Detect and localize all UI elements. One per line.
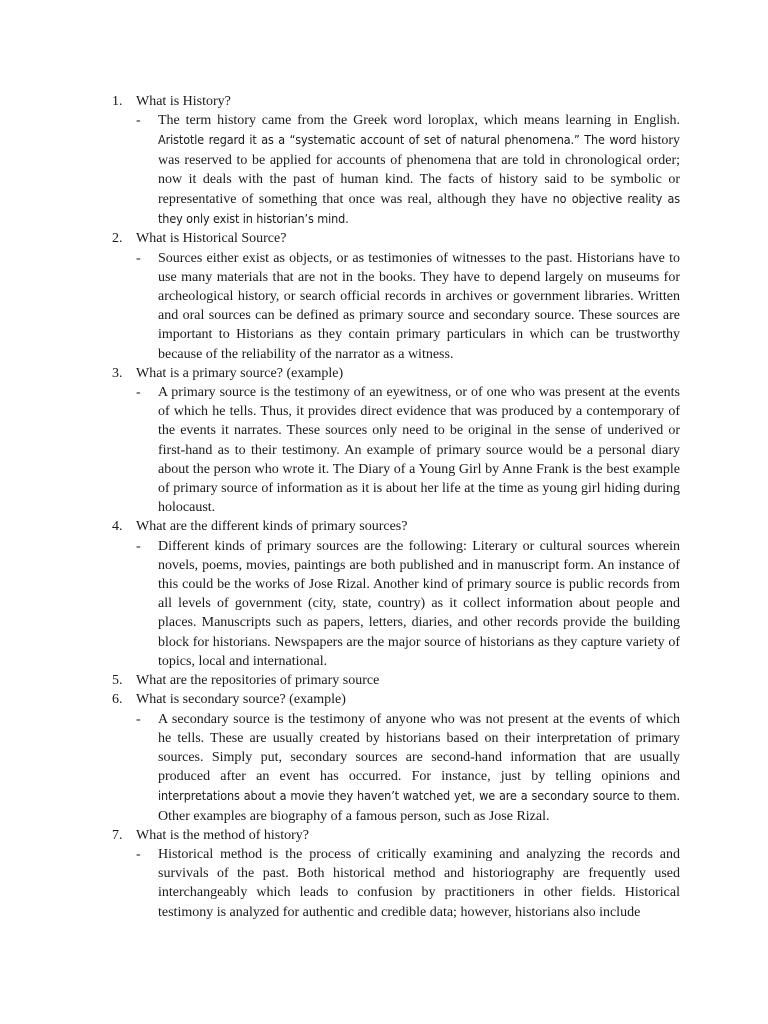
question-text: What is Historical Source? bbox=[136, 231, 287, 247]
answer-2 bbox=[112, 249, 680, 364]
list-dash: - bbox=[136, 846, 141, 862]
question-text: What is History? bbox=[136, 94, 231, 109]
question-2 bbox=[112, 229, 680, 248]
question-number: 4. bbox=[112, 519, 123, 535]
question-number: 3. bbox=[112, 365, 123, 381]
answer-text-part: A secondary source is the testimony of anyone who was not present at the events of which he tells. These are usually created by historians based on their interpretation of primary sources. Simply put, secondary sources are second-hand information that are usually produced after an event has occurred. For instance, just by telling opinions and bbox=[158, 711, 680, 785]
list-dash: - bbox=[136, 538, 141, 554]
answer-text-part: The term history came from the Greek word loroplax, which means learning in English. bbox=[158, 113, 680, 129]
question-3 bbox=[112, 364, 680, 383]
list-dash: - bbox=[136, 250, 141, 266]
answer-text-part: interpretations about a movie they haven’t watched yet, we are a secondary source to bbox=[158, 788, 645, 804]
question-4 bbox=[112, 517, 680, 536]
question-number: 6. bbox=[112, 692, 123, 708]
answer-text: Sources either exist as objects, or as testimonies of witnesses to the past. Historians have to use many materials that are not in the books. They have to depend largely on museums for archeological history, or search official records in archives or government libraries. Written and oral sources can be defined as primary source and secondary source. These sources are important to Historians as they contain primary particulars in which can be trustworthy because of the reliability of the narrator as a witness. bbox=[158, 250, 680, 362]
answer-7 bbox=[112, 845, 680, 922]
answer-1 bbox=[112, 111, 680, 229]
list-dash: - bbox=[136, 711, 141, 727]
question-1 bbox=[112, 92, 680, 111]
question-6 bbox=[112, 690, 680, 709]
question-7 bbox=[112, 826, 680, 845]
question-text: What are the repositories of primary source bbox=[136, 673, 380, 689]
question-number: 7. bbox=[112, 827, 123, 843]
question-5 bbox=[112, 671, 680, 690]
answer-6 bbox=[112, 710, 680, 826]
answer-text: Different kinds of primary sources are the following: Literary or cultural sources wherein novels, poems, movies, paintings are both published and in manuscript form. An instance of this could be the works of Jose Rizal. Another kind of primary source is public records from all levels of government (city, state, country) as it collect information about people and places. Manuscripts such as papers, letters, diaries, and other records provide the building block for historians. Newspapers are the major source of historians as they capture variety of topics, local and international. bbox=[158, 538, 680, 669]
answer-4 bbox=[112, 537, 680, 671]
question-number: 5. bbox=[112, 673, 123, 689]
question-number: 2. bbox=[112, 231, 123, 247]
answer-text-part: Aristotle regard it as a “systematic account of set of natural phenomena.” The word bbox=[158, 132, 637, 148]
question-text: What is the method of history? bbox=[136, 827, 310, 843]
question-text: What is a primary source? (example) bbox=[136, 365, 344, 381]
question-text: What is secondary source? (example) bbox=[136, 692, 346, 708]
list-dash: - bbox=[136, 113, 141, 129]
answer-text-part: history was reserved to be applied for accounts of phenomena that are told in chronological order; now it deals with the past of human kind. The facts of history said to be symbolic or representative of something that once was real, although they have bbox=[158, 133, 681, 208]
answer-text-part: no objective reality as they only exist in historian’s mind. bbox=[158, 191, 680, 227]
list-dash: - bbox=[136, 385, 141, 401]
answer-text: A primary source is the testimony of an eyewitness, or of one who was present at the events of which he tells. Thus, it provides direct evidence that was produced by a contemporary of the events it narrates. These sources only need to be original in the sense of underived or first-hand as to their testimony. An example of primary source would be a personal diary about the person who wrote it. The Diary of a Young Girl by Anne Frank is the best example of primary source of information as it is about her life at the time as young girl hiding during holocaust. bbox=[158, 385, 680, 516]
answer-text: Historical method is the process of critically examining and analyzing the records and survivals of the past. Both historical method and historiography are frequently used interchangeably which leads to confusion by practitioners in other fields. Historical testimony is analyzed for authentic and credible data; however, historians also include bbox=[158, 846, 680, 920]
answer-text bbox=[158, 710, 680, 826]
answer-text bbox=[158, 111, 680, 229]
question-text: What are the different kinds of primary sources? bbox=[136, 519, 408, 535]
question-number: 1. bbox=[112, 94, 123, 109]
answer-text-part: them. Other examples are biography of a famous person, such as Jose Rizal. bbox=[158, 789, 680, 824]
document-body bbox=[112, 92, 680, 922]
answer-3 bbox=[112, 383, 680, 517]
